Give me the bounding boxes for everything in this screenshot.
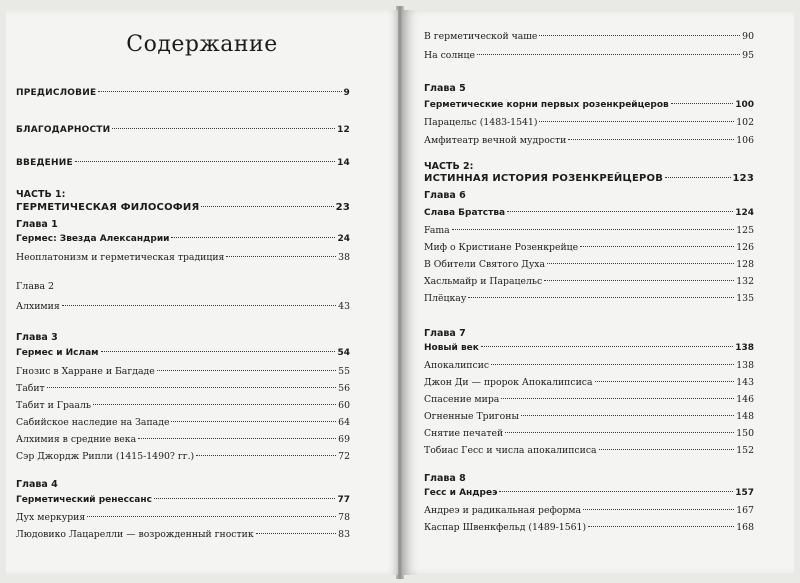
toc-entry-title: В Обители Святого Духа [424, 259, 546, 270]
toc-entry-page: 102 [736, 117, 754, 128]
toc-entry [424, 292, 754, 306]
toc-entry-title: В герметической чаше [424, 31, 538, 42]
toc-entry-page: 55 [338, 366, 350, 377]
toc-entry-page: 100 [735, 100, 754, 110]
toc-entry-introduction [16, 156, 350, 170]
toc-entry-page: 168 [736, 522, 754, 533]
toc-entry-page: 72 [338, 451, 350, 462]
toc-entry-page: 132 [736, 276, 754, 287]
toc-entry-title: Людовико Лацарелли — возрожденный гностик [16, 529, 254, 540]
toc-entry [16, 433, 350, 447]
toc-entry-page: 148 [736, 411, 754, 422]
toc-entry-page: 54 [337, 348, 350, 358]
toc-entry-title: Тобиас Гесс и числа апокалипсиса [424, 445, 597, 456]
toc-entry [16, 382, 350, 396]
toc-chapter-7 [424, 341, 754, 355]
toc-entry-page: 126 [736, 242, 754, 253]
toc-entry-title: Хасльмайр и Парацельс [424, 276, 543, 287]
toc-entry-title: Сабийское наследие на Западе [16, 417, 170, 428]
toc-chapter-3 [16, 346, 350, 360]
toc-entry-page: 78 [338, 512, 350, 523]
toc-entry [16, 399, 350, 413]
toc-entry-title: Сэр Джордж Рипли (1415-1490? гг.) [16, 451, 195, 462]
toc-entry [424, 134, 754, 148]
toc-entry [424, 410, 754, 424]
toc-entry [16, 365, 350, 379]
toc-entry-title: Слава Братства [424, 208, 506, 218]
toc-entry-title: Табит и Грааль [16, 400, 91, 411]
toc-entry-acknowledgements [16, 123, 350, 137]
toc-entry [16, 528, 350, 542]
toc-entry-title: ПРЕДИСЛОВИЕ [16, 88, 97, 98]
toc-entry-title: ГЕРМЕТИЧЕСКАЯ ФИЛОСОФИЯ [16, 202, 200, 213]
toc-entry-title: Неоплатонизм и герметическая традиция [16, 252, 225, 263]
toc-entry-page: 43 [338, 301, 350, 312]
toc-entry [424, 521, 754, 535]
toc-entry-title: Алхимия в средние века [16, 434, 137, 445]
toc-entry [424, 49, 754, 63]
toc-entry [424, 359, 754, 373]
toc-entry [424, 224, 754, 238]
toc-entry-page: 14 [337, 158, 350, 168]
toc-entry-page: 143 [736, 377, 754, 388]
toc-entry-page: 83 [338, 529, 350, 540]
chapter-label: Глава 2 [16, 281, 55, 292]
toc-entry [424, 444, 754, 458]
toc-entry-title: ИСТИННАЯ ИСТОРИЯ РОЗЕНКРЕЙЦЕРОВ [424, 173, 664, 184]
toc-entry-title: Алхимия [16, 301, 60, 312]
toc-entry-title: Плёцкау [424, 293, 467, 304]
toc-entry [16, 511, 350, 525]
toc-entry-title: Амфитеатр вечной мудрости [424, 135, 567, 146]
toc-entry-page: 167 [736, 505, 754, 516]
toc-entry-preface [16, 86, 350, 100]
toc-entry-page: 138 [736, 360, 754, 371]
toc-entry [424, 376, 754, 390]
toc-entry-page: 24 [337, 234, 350, 244]
toc-chapter-1 [16, 232, 350, 246]
toc-entry-title: ВВЕДЕНИЕ [16, 158, 73, 168]
toc-entry [424, 30, 754, 44]
toc-entry [424, 504, 754, 518]
toc-entry [424, 275, 754, 289]
toc-entry-title: Гесс и Андреэ [424, 488, 498, 498]
toc-entry-title: Новый век [424, 343, 479, 353]
toc-entry [424, 116, 754, 130]
chapter-label: Глава 5 [424, 83, 466, 94]
toc-entry-page: 124 [735, 208, 754, 218]
toc-entry [424, 258, 754, 272]
toc-entry-page: 12 [337, 125, 350, 135]
toc-chapter-8 [424, 486, 754, 500]
toc-entry [424, 427, 754, 441]
chapter-label: Глава 6 [424, 190, 466, 201]
part-label: ЧАСТЬ 2: [424, 161, 474, 172]
toc-entry-page: 138 [735, 343, 754, 353]
toc-entry-title: Гермес: Звезда Александрии [16, 234, 170, 244]
toc-entry-title: Табит [16, 383, 45, 394]
toc-entry-page: 38 [338, 252, 350, 263]
toc-entry-title: Джон Ди — пророк Апокалипсиса [424, 377, 593, 388]
toc-entry [16, 300, 350, 314]
toc-entry-title: БЛАГОДАРНОСТИ [16, 125, 111, 135]
chapter-label: Глава 1 [16, 219, 58, 230]
toc-entry-page: 135 [736, 293, 754, 304]
toc-entry [16, 416, 350, 430]
page-title: Содержание [126, 32, 278, 57]
toc-entry-page: 150 [736, 428, 754, 439]
toc-entry [424, 241, 754, 255]
toc-entry-page: 157 [735, 488, 754, 498]
toc-entry-title: Каспар Швенкфельд (1489-1561) [424, 522, 587, 533]
toc-entry-page: 56 [338, 383, 350, 394]
toc-entry-page: 106 [736, 135, 754, 146]
toc-entry-page: 60 [338, 400, 350, 411]
toc-entry-title: Снятие печатей [424, 428, 504, 439]
toc-entry-title: Fama [424, 225, 450, 236]
toc-entry-page: 64 [338, 417, 350, 428]
toc-part-1 [16, 201, 350, 215]
left-page [6, 10, 398, 575]
toc-entry-page: 95 [742, 50, 754, 61]
toc-entry-page: 146 [736, 394, 754, 405]
toc-entry-title: Герметические корни первых розенкрейцеров [424, 100, 669, 110]
toc-entry-title: Спасение мира [424, 394, 500, 405]
toc-entry-title: Андреэ и радикальная реформа [424, 505, 582, 516]
chapter-label: Глава 7 [424, 328, 466, 339]
toc-entry-page: 77 [337, 495, 350, 505]
toc-entry-title: Огненные Тригоны [424, 411, 519, 422]
chapter-label: Глава 8 [424, 473, 466, 484]
toc-entry-title: Апокалипсис [424, 360, 490, 371]
toc-entry-title: Миф о Кристиане Розенкрейце [424, 242, 579, 253]
right-page [402, 10, 794, 575]
toc-entry-title: Парацельс (1483-1541) [424, 117, 538, 128]
toc-entry [16, 450, 350, 464]
toc-entry-title: Герметический ренессанс [16, 495, 152, 505]
toc-entry-title: Гнозис в Харране и Багдаде [16, 366, 155, 377]
toc-entry-page: 128 [736, 259, 754, 270]
toc-entry-page: 9 [343, 88, 350, 98]
toc-chapter-5 [424, 98, 754, 112]
toc-entry-page: 23 [335, 202, 350, 213]
toc-entry-title: На солнце [424, 50, 475, 61]
toc-entry [16, 251, 350, 265]
toc-entry-page: 125 [736, 225, 754, 236]
toc-chapter-4 [16, 493, 350, 507]
toc-entry-page: 69 [338, 434, 350, 445]
toc-entry-page: 123 [732, 173, 754, 184]
chapter-label: Глава 3 [16, 332, 58, 343]
toc-part-2 [424, 172, 754, 186]
part-label: ЧАСТЬ 1: [16, 189, 66, 200]
toc-chapter-6 [424, 206, 754, 220]
toc-entry-page: 90 [742, 31, 754, 42]
toc-entry-page: 152 [736, 445, 754, 456]
toc-entry [424, 393, 754, 407]
chapter-label: Глава 4 [16, 479, 58, 490]
toc-entry-title: Дух меркурия [16, 512, 86, 523]
toc-entry-title: Гермес и Ислам [16, 348, 99, 358]
